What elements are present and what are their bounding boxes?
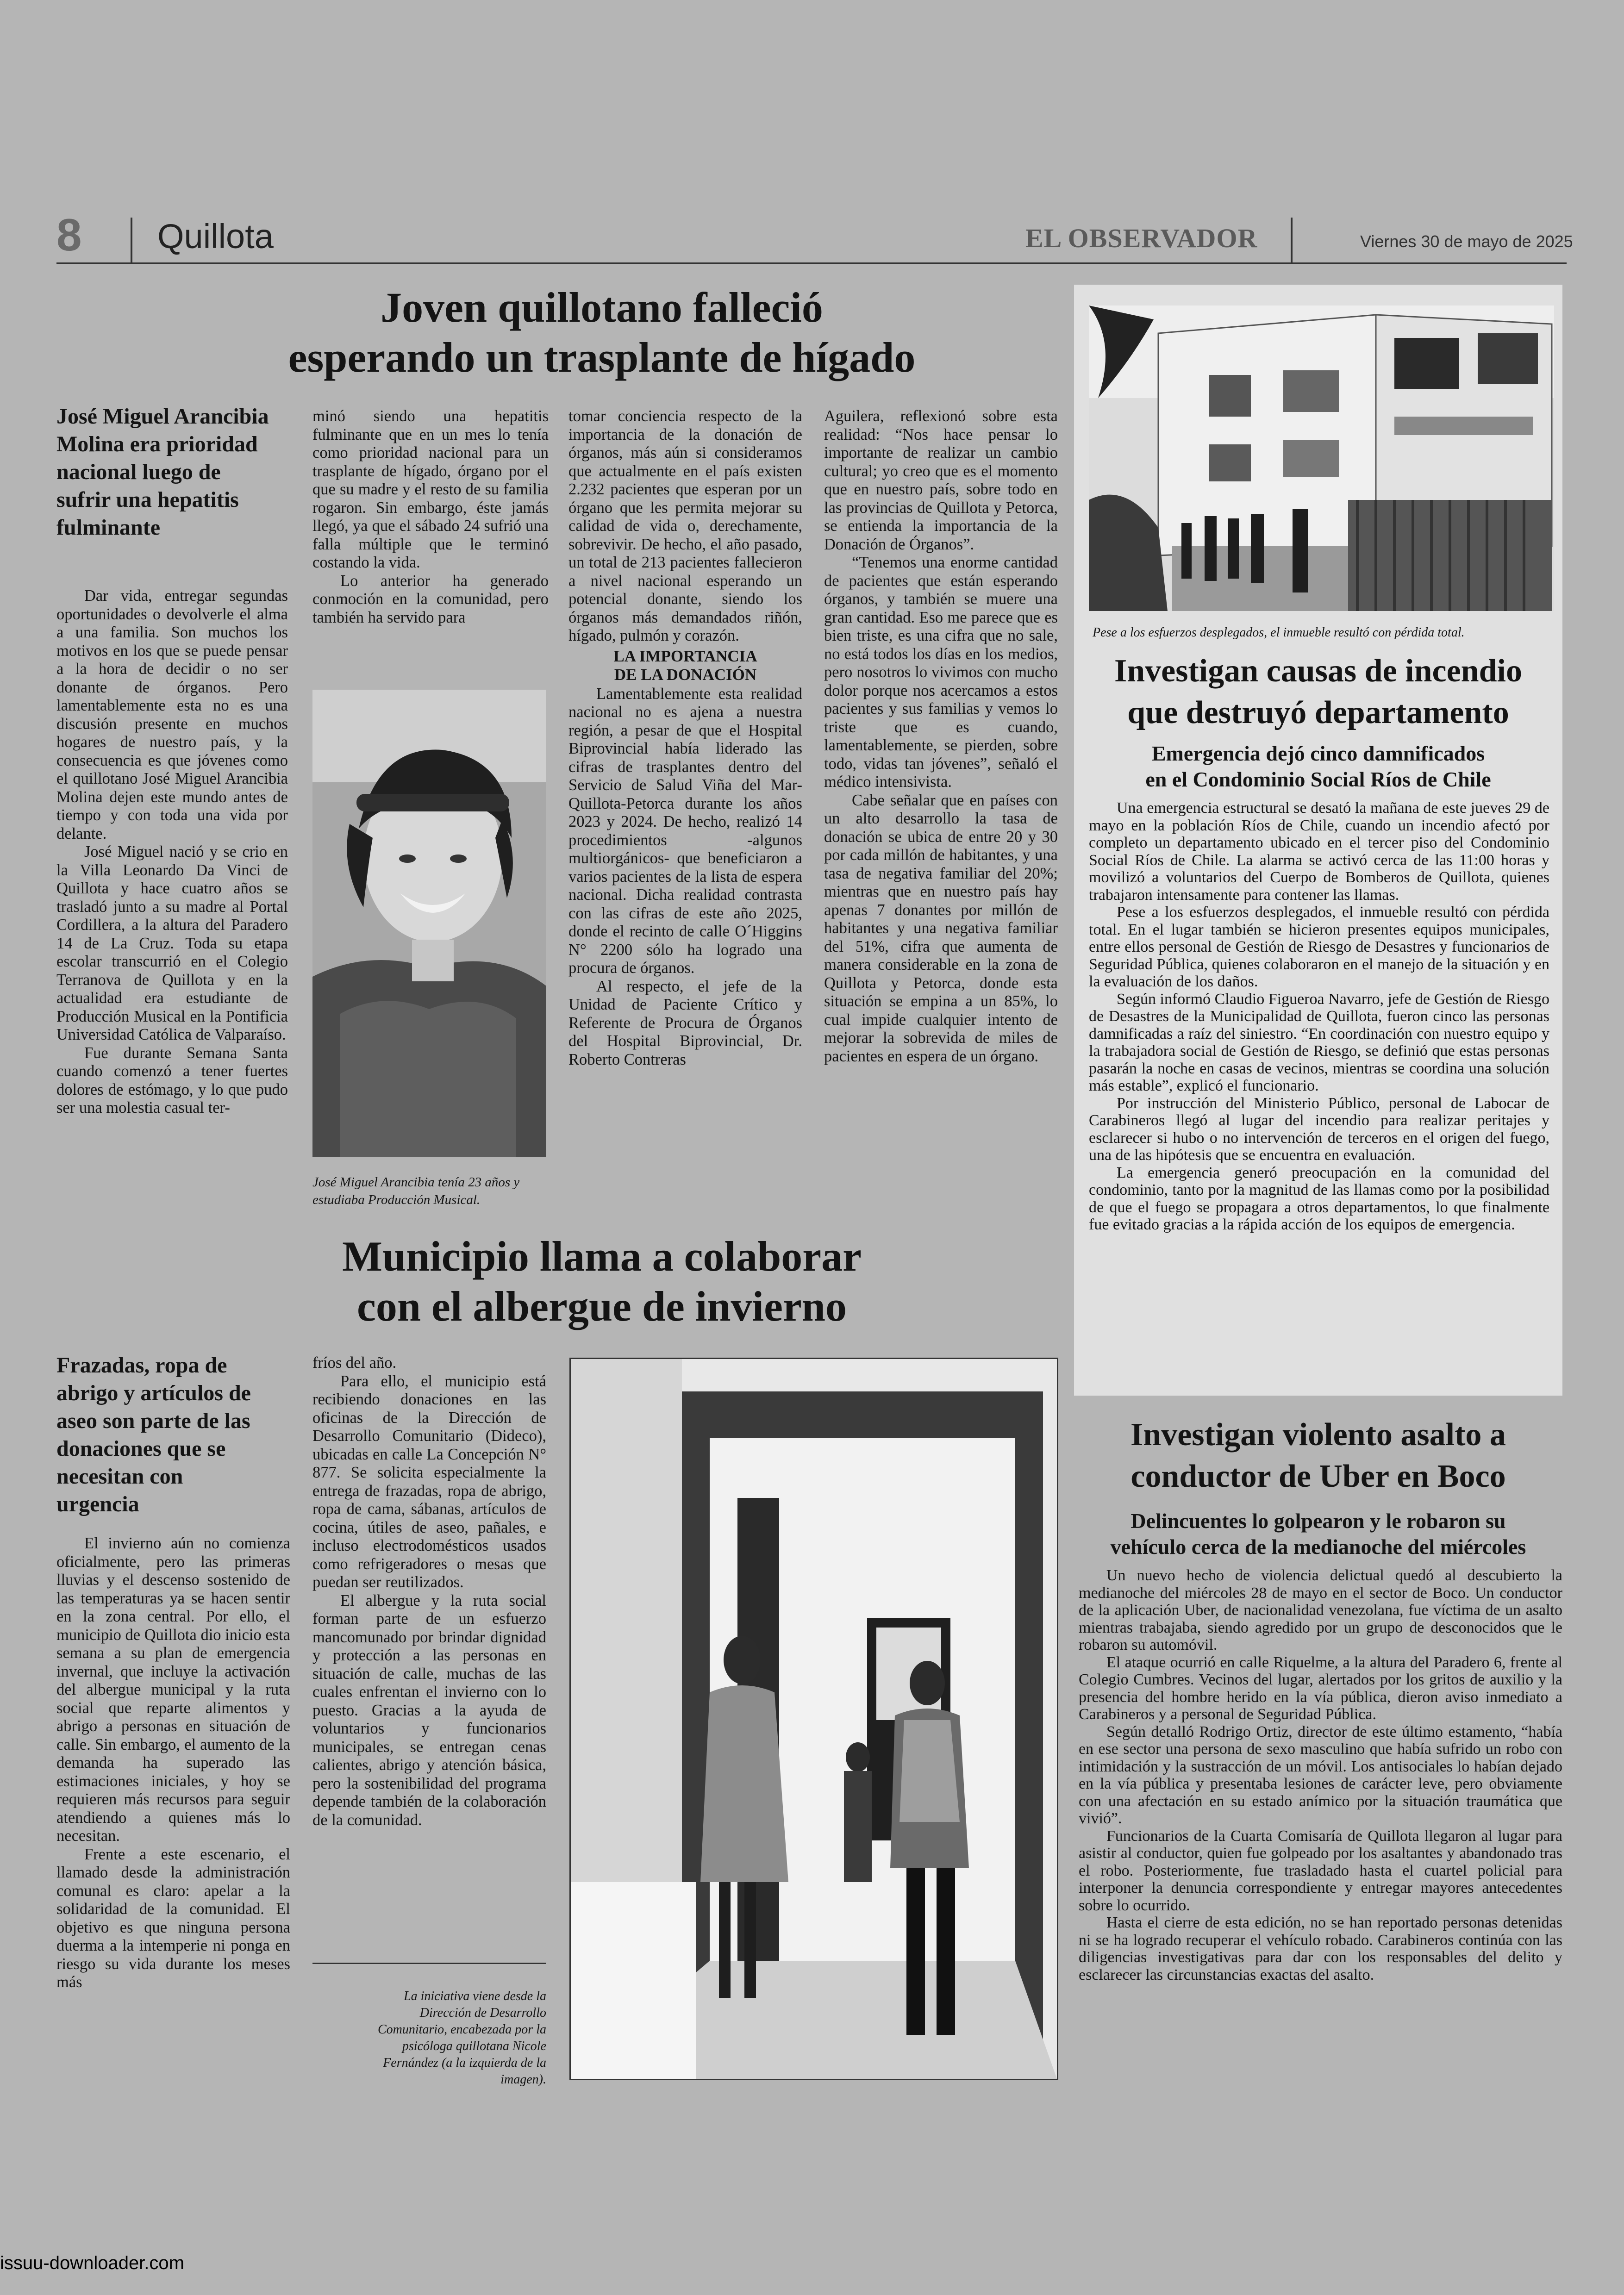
highlight-box [1074, 285, 1562, 1396]
paragraph: Dar vida, entregar segundas oportunidades o devolverle el alma a una familia. Son muchos los motivos en los que se puede pensar a la hora de decidir o no ser donante de órganos. Pero lamentablemente esta no es una discusión presente en muchos hogares de nuestro país, y la consecuencia es que jóvenes como el quillotano José Miguel Arancibia Molina dejen este mundo antes de tiempo y con toda una vida por delante. [56, 587, 288, 842]
article3-headline: Municipio llama a colaborar con el albergue de invierno [342, 1233, 862, 1330]
shelter-caption: La iniciativa viene desde la Dirección de Desarrollo Comunitario, encabezada por la psicóloga quillotana Nicole Fernández (a la izquierda de la imagen). [378, 1989, 546, 2087]
paragraph: Hasta el cierre de esta edición, no se han reportado personas detenidas ni se ha logrado recuperar el vehículo robado. Carabineros continúa con las diligencias investigativas para dar con los responsables del delito y esclarecer las circunstancias exactas del asalto. [1079, 1914, 1562, 1983]
paragraph: Pese a los esfuerzos desplegados, el inmueble resultó con pérdida total. En el lugar también se hicieron presentes equipos municipales, entre ellos personal de Gestión de Riesgo de Desastres y funcionarios de Seguridad Pública, quienes colaboraron en el manejo de la situación y en la evaluación de los daños. [1089, 904, 1549, 990]
article1-col3 [568, 407, 802, 1069]
paragraph: El ataque ocurrió en calle Riquelme, a la altura del Paradero 6, frente al Colegio Cumbres. Vecinos del lugar, alertados por los gritos de auxilio y la presencia del hombre herido en la vía pública, dieron aviso inmediato a Carabineros y a personal de Seguridad Pública. [1079, 1653, 1562, 1723]
paragraph: Funcionarios de la Cuarta Comisaría de Quillota llegaron al lugar para asistir al conductor, quien fue golpeado por los asaltantes y abandonado tras el robo. Posteriormente, fue trasladado hasta el cuartel policial para interponer la denuncia correspondiente y entregar mayores antecedentes sobre lo ocurrido. [1079, 1827, 1562, 1914]
paragraph: Frente a este escenario, el llamado desde la administración comunal es claro: apelar a la solidaridad de la comunidad. El objetivo es que ninguna persona duerma a la intemperie ni ponga en riesgo su vida durante los meses más [56, 1845, 290, 1991]
article4-body [1079, 1567, 1562, 1983]
paragraph: Al respecto, el jefe de la Unidad de Paciente Crítico y Referente de Procura de Órganos del Hospital Biprovincial, Dr. Roberto Contreras [568, 977, 802, 1068]
paragraph: Una emergencia estructural se desató la mañana de este jueves 29 de mayo en la población Ríos de Chile, cuando un incendio afectó por completo un departamento ubicado en el tercer piso del Condominio Social Ríos de Chile. La alarma se activó cerca de las 11:00 horas y movilizó a voluntarios del Cuerpo de Bomberos de Quillota, quienes trabajaron intensamente para contener las llamas. [1089, 799, 1549, 904]
article2-headline: Investigan causas de incendio que destruyó departamento [1114, 653, 1522, 730]
paragraph: Un nuevo hecho de violencia delictual quedó al descubierto la medianoche del miércoles 28 de mayo en el sector de Boco. Un conductor de la aplicación Uber, de nacionalidad venezolana, fue víctima de un asalto mientras trabajaba, siendo agredido por un grupo de desconocidos que le robaron su automóvil. [1079, 1567, 1562, 1653]
article3-subhead: Frazadas, ropa de abrigo y artículos de aseo son parte de las donaciones que se necesitan con urgencia [56, 1353, 251, 1516]
portrait-caption: José Miguel Arancibia tenía 23 años y estudiaba Producción Musical. [312, 1175, 520, 1207]
article4-subhead: Delincuentes lo golpearon y le robaron su vehículo cerca de la medianoche del miércoles [1110, 1509, 1526, 1559]
article4-headline: Investigan violento asalto a conductor de Uber en Boco [1131, 1417, 1506, 1494]
paragraph: El albergue y la ruta social forman parte de un esfuerzo mancomunado por brindar dignidad y protección a las personas en situación de calle, muchas de las cuales enfrentan el invierno con lo puesto. Gracias a la ayuda de voluntarios y funcionarios municipales, se entregan cenas calientes, abrigo y atención básica, pero la sostenibilidad del programa depende también de la colaboración de la comunidad. [312, 1591, 546, 1829]
issue-date: Viernes 30 de mayo de 2025 [1360, 232, 1573, 251]
page-number: 8 [56, 209, 82, 260]
paragraph: Según detalló Rodrigo Ortiz, director de este último estamento, “había en ese sector una persona de sexo masculino que había sufrido un robo con intimidación y la sustracción de un móvil. Los antisociales lo habían dejado en la vía pública y presentaba lesiones de carácter leve, pero obviamente con una afectación en su estado anímico por la situación traumática que vivió”. [1079, 1723, 1562, 1827]
portrait-photo [312, 690, 546, 1157]
section-heading: LA IMPORTANCIA DE LA DONACIÓN [613, 647, 757, 684]
paragraph: minó siendo una hepatitis fulminante que en un mes lo tenía como prioridad nacional para un trasplante de hígado, órgano por el que su madre y el resto de su familia rogaron. Sin embargo, éste jamás llegó, ya que el sábado 24 sufrió una falla múltiple que le terminó costando la vida. [312, 407, 549, 571]
article1-col2 [312, 407, 549, 627]
paragraph: tomar conciencia respecto de la importancia de la donación de órganos, más aún si consideramos que actualmente en el país existen 2.232 pacientes que esperan por un órgano que les permita mejorar su calidad de vida o, derechamente, sobrevivir. De hecho, el año pasado, un total de 213 pacientes fallecieron a nivel nacional esperando un potencial donante, siendo los órganos más demandados riñón, hígado, pulmón y corazón. [568, 407, 802, 644]
article1-col4 [824, 407, 1058, 1066]
article2-body [1089, 799, 1549, 1234]
header-divider [131, 218, 132, 264]
caption-rule [312, 1963, 546, 1964]
article1-headline: Joven quillotano falleció esperando un trasplante de hígado [288, 284, 916, 381]
fire-illustration [1089, 306, 1554, 611]
portrait-illustration [312, 690, 546, 1157]
watermark: issuu-downloader.com [0, 2253, 184, 2273]
shelter-photo [569, 1358, 1058, 2080]
paragraph: Para ello, el municipio está recibiendo donaciones en las oficinas de la Dirección de Desarrollo Comunitario (Dideco), ubicadas en calle La Concepción N° 877. Se solicita especialmente la entrega de frazadas, ropa de abrigo, ropa de cama, sábanas, artículos de cocina, útiles de aseo, pañales, e incluso electrodomésticos usados como refrigeradores o mesas que puedan ser reutilizados. [312, 1372, 546, 1591]
header-rule [56, 262, 1567, 264]
masthead: EL OBSERVADOR [1025, 223, 1258, 253]
article2-subhead: Emergencia dejó cinco damnificados en el Condominio Social Ríos de Chile [1145, 742, 1491, 791]
paragraph: Lamentablemente esta realidad nacional no es ajena a nuestra región, a pesar de que el Hospital Biprovincial había liderado las cifras de trasplantes dentro del Servicio de Salud Viña del Mar-Quillota-Petorca durante los años 2023 y 2024. De hecho, realizó 14 procedimientos -algunos multiorgánicos- que beneficiaron a varios pacientes de la lista de espera nacional. Dicha realidad contrasta con las cifras de este año 2025, donde el recinto de calle O´Higgins N° 2200 sólo ha logrado una procura de órganos. [568, 685, 802, 977]
paragraph: Fue durante Semana Santa cuando comenzó a tener fuertes dolores de estómago, y lo que pudo ser una molestia casual ter- [56, 1044, 288, 1116]
article1-subhead: José Miguel Arancibia Molina era prioridad nacional luego de sufrir una hepatitis fulminante [56, 404, 269, 540]
article3-col2 [312, 1354, 546, 1829]
paragraph: Según informó Claudio Figueroa Navarro, jefe de Gestión de Riesgo de Desastres de la Municipalidad de Quillota, fueron cinco las personas damnificadas a raíz del siniestro. “En coordinación con nuestro equipo y la trabajadora social de Gestión de Riesgo, se definió que estas personas pasarán la noche en casas de vecinos, mientras se coordina una solución más estable”, explicó el funcionario. [1089, 990, 1549, 1094]
shelter-illustration [571, 1359, 1057, 2079]
paragraph: La emergencia generó preocupación en la comunidad del condominio, tanto por la magnitud de las llamas como por la posibilidad de que el fuego se propagara a otros departamentos, lo que finalmente fue evitado gracias a la rápida acción de los equipos de emergencia. [1089, 1164, 1549, 1233]
paragraph: Lo anterior ha generado conmoción en la comunidad, pero también ha servido para [312, 572, 549, 626]
article3-col1 [56, 1534, 290, 1992]
paragraph: José Miguel nació y se crio en la Villa Leonardo Da Vinci de Quillota y hace cuatro años se trasladó junto a su madre al Portal Cordillera, a la altura del Paradero 14 de La Cruz. Toda su etapa escolar transcurrió en el Colegio Terranova de Quillota y en la actualidad era estudiante de Producción Musical en la Pontificia Universidad Católica de Valparaíso. [56, 843, 288, 1043]
fire-caption: Pese a los esfuerzos desplegados, el inmueble resultó con pérdida total. [1093, 625, 1465, 640]
article1-col1 [56, 587, 288, 1117]
fire-photo [1089, 306, 1554, 611]
paragraph: “Tenemos una enorme cantidad de pacientes que están esperando órganos, y también se muere una gran cantidad. Eso me parece que es bien triste, es una cifra que no sale, no está todos los días en los medios, pero nosotros lo vivimos con mucho dolor porque nos acercamos a estos pacientes y sus familias y vemos lo triste que es cuando, lamentablemente, se pierden, sobre todo, vidas tan jóvenes”, señaló el médico intensivista. [824, 554, 1058, 791]
paragraph: Por instrucción del Ministerio Público, personal de Labocar de Carabineros llegó al lugar del incendio para realizar peritajes y esclarecer si hubo o no intervención de terceros en el origen del fuego, una de las hipótesis que se encuentra en evaluación. [1089, 1094, 1549, 1164]
paragraph: fríos del año. [312, 1354, 397, 1372]
paragraph: El invierno aún no comienza oficialmente, pero las primeras lluvias y el descenso sostenido de las temperaturas ya se hacen sentir en la zona central. Por ello, el municipio de Quillota dio inicio esta semana a su plan de emergencia invernal, que incluye la activación del albergue municipal y la ruta social que reparte alimentos y abrigo a personas en situación de calle. Sin embargo, el aumento de la demanda ha superado las estimaciones iniciales, y hoy se requieren más recursos para seguir atendiendo a quienes más lo necesitan. [56, 1534, 290, 1845]
masthead-divider [1291, 218, 1293, 264]
section-name: Quillota [157, 217, 274, 256]
paragraph: Aguilera, reflexionó sobre esta realidad: “Nos hace pensar lo importante de realizar un cambio cultural; yo creo que es el momento que en nuestro país, sobre todo en las provincias de Quillota y Petorca, se entienda la importancia de la Donación de Órganos”. [824, 407, 1058, 553]
paragraph: Cabe señalar que en países con un alto desarrollo la tasa de donación se ubica de entre 20 y 30 por cada millón de habitantes, y una tasa de negativa familiar del 20%; mientras que en nuestro país hay apenas 7 donantes por millón de habitantes y una negativa familiar del 51%, cifra que aumenta de manera considerable en la zona de Quillota y Petorca, donde esta situación se empina a un 85%, lo cual impide cualquier intento de mejorar la sobrevida de miles de pacientes en espera de un órgano. [824, 791, 1058, 1065]
